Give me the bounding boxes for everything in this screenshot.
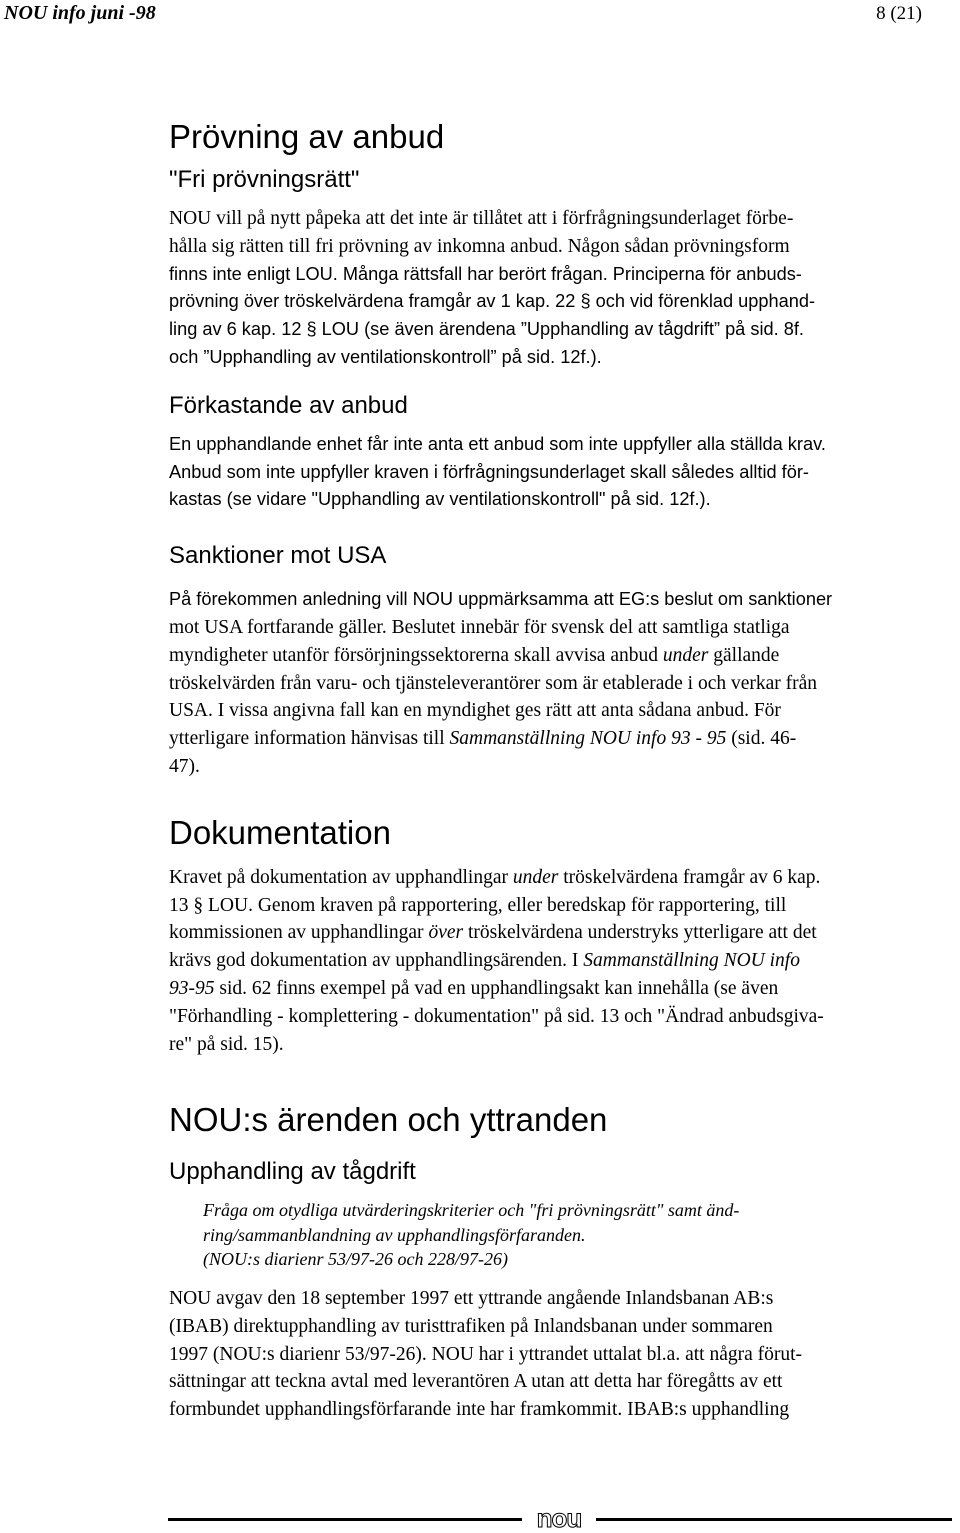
page-number: 8 (21): [876, 3, 922, 24]
paragraph-dokumentation: [169, 864, 955, 1059]
text-line: Anbud som inte uppfyller kraven i förfrågningsunderlaget skall således alltid för-: [169, 461, 809, 482]
text-line: På förekommen anledning vill NOU uppmärksamma att EG:s beslut om sanktioner: [169, 589, 833, 610]
heading-dokumentation: Dokumentation: [169, 813, 391, 851]
subheading-upphandling-tagdrift: Upphandling av tågdrift: [169, 1158, 416, 1186]
case-summary: [169, 1198, 955, 1271]
text-line: kastas (se vidare "Upphandling av ventilationskontroll" på sid. 12f.).: [169, 489, 711, 510]
text-line: ling av 6 kap. 12 § LOU (se även ärendena ”Upphandling av tågdrift” på sid. 8f.: [169, 319, 804, 340]
text-line: ytterligare information hänvisas till Sammanställning NOU info 93 - 95 (sid. 46-: [169, 728, 797, 750]
paragraph-provning: [169, 205, 955, 372]
page-header: [0, 0, 960, 30]
text-line: "Förhandling - komplettering - dokumentation" på sid. 13 och "Ändrad anbudsgiva-: [169, 1005, 824, 1027]
text-line: USA. I vissa angivna fall kan en myndighet ges rätt att anta sådana anbud. För: [169, 700, 781, 722]
text-line: re" på sid. 15).: [169, 1033, 284, 1055]
text-line: NOU vill på nytt påpeka att det inte är tillåtet att i förfrågningsunderlaget förbe-: [169, 208, 794, 229]
page-footer: [168, 1503, 952, 1533]
text-line: hålla sig rätten till fri prövning av inkomna anbud. Någon sådan prövningsform: [169, 235, 790, 257]
text-line: tröskelvärden från varu- och tjänsteleverantörer som är etablerade i och verkar från: [169, 672, 818, 694]
text-line: finns inte enligt LOU. Många rättsfall har berört frågan. Principerna för anbuds-: [169, 263, 802, 284]
note-line: Fråga om otydliga utvärderingskriterier och "fri prövningsrätt" samt änd-: [203, 1200, 740, 1221]
page-content: [169, 116, 955, 1424]
text-line: 93-95 sid. 62 finns exempel på vad en upphandlingsakt kan innehålla (se även: [169, 977, 779, 999]
paragraph-sanktioner: [169, 586, 955, 781]
heading-nous-arenden: NOU:s ärenden och yttranden: [169, 1101, 608, 1139]
nou-logo: nou: [522, 1506, 596, 1530]
text-line: 1997 (NOU:s diarienr 53/97-26). NOU har i yttrandet uttalat bl.a. att några förut-: [169, 1343, 803, 1365]
subheading-forkastande: Förkastande av anbud: [169, 391, 408, 419]
text-line: prövning över tröskelvärdena framgår av 1 kap. 22 § och vid förenklad upphand-: [169, 291, 816, 312]
text-line: kommissionen av upphandlingar över tröskelvärdena understryks ytterligare att det: [169, 922, 817, 944]
text-line: myndigheter utanför försörjningssektorerna skall avvisa anbud under gällande: [169, 644, 780, 666]
text-line: krävs god dokumentation av upphandlingsärenden. I Sammanställning NOU info: [169, 950, 800, 972]
subheading-fri-provningsratt: "Fri prövningsrätt": [169, 166, 360, 193]
text-line: mot USA fortfarande gäller. Beslutet innebär för svensk del att samtliga statliga: [169, 616, 790, 638]
text-line: En upphandlande enhet får inte anta ett anbud som inte uppfyller alla ställda krav.: [169, 433, 826, 454]
paragraph-forkastande: [169, 431, 955, 514]
heading-provning-av-anbud: Prövning av anbud: [169, 118, 445, 155]
note-line: (NOU:s diarienr 53/97-26 och 228/97-26): [203, 1248, 508, 1269]
text-line: sättningar att teckna avtal med leverantören A utan att detta har föregåtts av ett: [169, 1371, 783, 1393]
text-line: och ”Upphandling av ventilationskontroll” på sid. 12f.).: [169, 346, 602, 367]
text-line: formbundet upphandlingsförfarande inte har framkommit. IBAB:s upphandling: [169, 1399, 790, 1421]
text-line: (IBAB) direktupphandling av turisttrafiken på Inlandsbanan under sommaren: [169, 1315, 773, 1337]
note-line: ring/sammanblandning av upphandlingsförfaranden.: [203, 1224, 586, 1245]
text-line: Kravet på dokumentation av upphandlingar under tröskelvärdena framgår av 6 kap.: [169, 866, 821, 888]
text-line: NOU avgav den 18 september 1997 ett yttrande angående Inlandsbanan AB:s: [169, 1287, 774, 1309]
paragraph-yttrande: [169, 1285, 955, 1424]
publication-title: NOU info juni -98: [4, 2, 156, 24]
text-line: 47).: [169, 755, 200, 777]
text-line: 13 § LOU. Genom kraven på rapportering, eller beredskap för rapportering, till: [169, 894, 787, 916]
subheading-sanktioner: Sanktioner mot USA: [169, 542, 387, 570]
